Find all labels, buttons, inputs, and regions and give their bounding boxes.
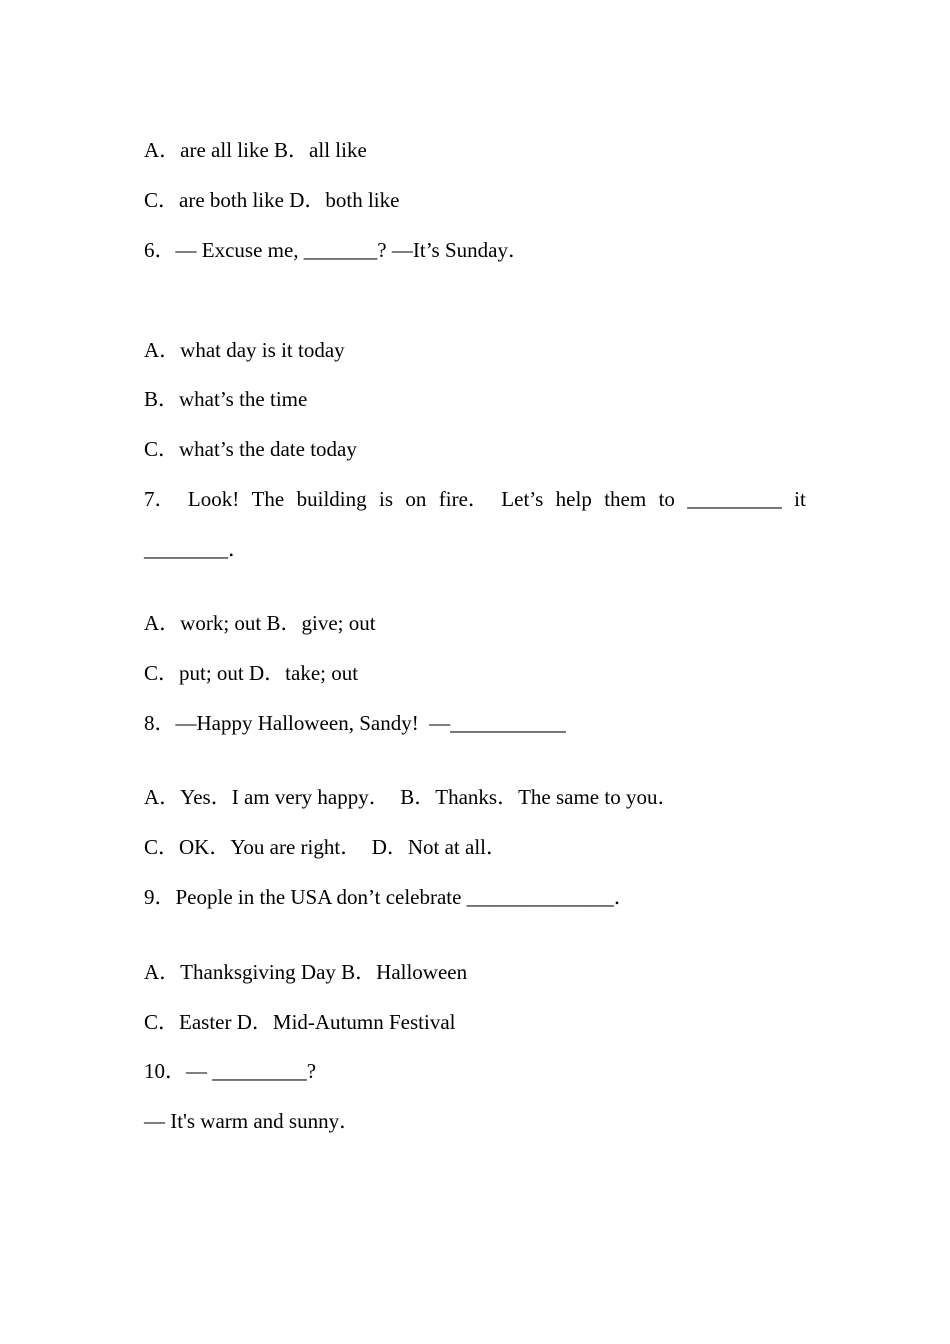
q6-option-a: A．what day is it today: [144, 338, 345, 362]
q7-word: building: [296, 487, 367, 511]
q7-word: Look!: [187, 487, 240, 511]
question-9: 9．People in the USA don’t celebrate ______________．: [144, 885, 635, 909]
question-6: 6．— Excuse me, _______? —It’s Sunday．: [144, 238, 529, 262]
q7-continuation: ________．: [144, 537, 249, 561]
question-7: [144, 486, 806, 512]
q9-options-c-d: C．Easter D．Mid-Autumn Festival: [144, 1010, 456, 1034]
q6-option-c: C．what’s the date today: [144, 437, 357, 461]
q5-options-c-d: C．are both like D．both like: [144, 188, 400, 212]
q7-word: them: [604, 487, 647, 511]
q7-word: on: [405, 487, 427, 511]
q8-options-a-b: A．Yes．I am very happy． B．Thanks．The same to you．: [144, 785, 679, 809]
q7-word: is: [379, 487, 394, 511]
q7-word: help: [555, 487, 592, 511]
q7-word: 7．: [144, 487, 176, 511]
q5-options-a-b: A．are all like B．all like: [144, 138, 367, 162]
q8-options-c-d: C．OK．You are right． D．Not at all．: [144, 835, 508, 859]
q6-option-b: B．what’s the time: [144, 387, 308, 411]
question-8: 8．—Happy Halloween, Sandy! —___________: [144, 711, 566, 735]
q7-blank: _________: [687, 487, 782, 511]
q10-answer: — It's warm and sunny．: [144, 1109, 361, 1133]
q7-word: fire．: [438, 487, 489, 511]
question-10: 10．— _________?: [144, 1059, 317, 1083]
q7-options-a-b: A．work; out B．give; out: [144, 611, 376, 635]
q7-word: to: [658, 487, 675, 511]
q7-options-c-d: C．put; out D．take; out: [144, 661, 359, 685]
q7-word: The: [251, 487, 285, 511]
q9-options-a-b: A．Thanksgiving Day B．Halloween: [144, 960, 468, 984]
q7-word: it: [794, 487, 806, 511]
q7-word: Let’s: [501, 487, 544, 511]
